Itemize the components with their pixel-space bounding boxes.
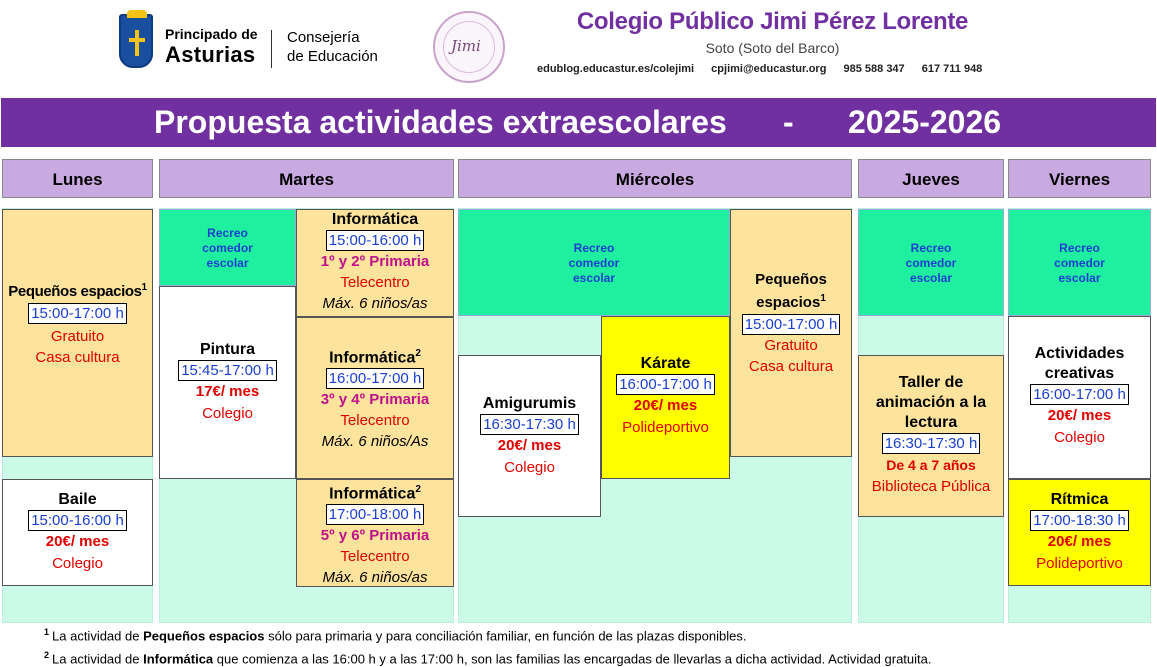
activity-informatica-3: Informática$^2$ 17:00-18:00 h 5º y 6º Primaria Telecentro Máx. 6 niños/as <box>296 479 454 587</box>
activity-price: Gratuito <box>50 328 105 345</box>
activity-price: Gratuito <box>764 337 818 354</box>
activity-pequenos-espacios-miercoles: Pequeños espacios$^1$ 15:00-17:00 h Gratuito Casa cultura <box>730 209 852 457</box>
footnote-1: $^1$ La actividad de Pequeños espacios sólo para primaria y para conciliación familiar, en función de las plazas disponibles. <box>44 627 747 644</box>
activity-amigurumis <box>458 355 601 517</box>
activity-time: 16:00-17:00 h <box>326 368 425 389</box>
activity-time: 16:30-17:30 h <box>882 433 981 454</box>
activity-price: 20€/ mes <box>497 437 562 454</box>
activity-place: Casa cultura <box>748 358 834 375</box>
title-banner <box>1 98 1156 147</box>
activity-price: 20€/ mes <box>1047 533 1112 550</box>
activity-informatica-1 <box>296 209 454 317</box>
activity-grade: 5º y 6º Primaria <box>320 527 430 545</box>
activity-price: 20€/ mes <box>633 397 698 414</box>
activity-max: Máx. 6 niños/as <box>322 569 428 587</box>
day-header-miercoles: Miércoles <box>458 159 852 198</box>
activity-title: Rítmica <box>1050 491 1109 508</box>
contact-line <box>537 63 996 75</box>
school-seal-logo <box>433 11 505 83</box>
email-address[interactable]: cpjimi@educastur.org <box>711 63 827 75</box>
recreo-comedor-miercoles: Recreo comedor escolar <box>458 209 730 316</box>
activity-place: Biblioteca Pública <box>871 478 991 495</box>
day-header-viernes: Viernes <box>1008 159 1151 198</box>
activity-time: 16:00-17:00 h <box>616 374 715 395</box>
activity-time: 15:00-17:00 h <box>742 314 841 335</box>
activity-ritmica <box>1008 479 1151 586</box>
activity-price: 20€/ mes <box>1047 407 1112 424</box>
activity-grade: 3º y 4º Primaria <box>320 391 430 409</box>
department-name: Consejería de Educación <box>287 29 378 65</box>
activity-title: Informática <box>331 211 419 228</box>
activity-time: 15:00-16:00 h <box>28 510 127 531</box>
activity-place: Colegio <box>1054 429 1105 446</box>
recreo-comedor-martes: Recreo comedor escolar <box>159 209 296 286</box>
activity-age: De 4 a 7 años <box>886 457 976 473</box>
activity-time: 16:00-17:00 h <box>1030 384 1129 405</box>
blog-url[interactable]: edublog.educastur.es/colejimi <box>537 63 695 75</box>
activity-place: Telecentro <box>340 548 410 566</box>
principado-logo <box>119 14 389 70</box>
activity-max: Máx. 6 niños/As <box>321 433 429 451</box>
activity-place: Colegio <box>504 459 555 476</box>
activity-place: Polideportivo <box>622 419 709 436</box>
seal-text: Jimi <box>451 37 481 55</box>
recreo-comedor-viernes: Recreo comedor escolar <box>1008 209 1151 316</box>
activity-place: Telecentro <box>340 274 410 291</box>
phone-2: 617 711 948 <box>921 63 983 75</box>
activity-title: Pintura <box>199 341 256 358</box>
activity-pequenos-espacios-lunes: Pequeños espacios$^1$ 15:00-17:00 h Gratuito Casa cultura <box>2 209 153 457</box>
activity-place: Telecentro <box>340 412 410 430</box>
activity-grade: 1º y 2º Primaria <box>320 253 430 270</box>
activity-karate <box>601 316 730 479</box>
banner-title: Propuesta actividades extraescolares <box>154 104 727 140</box>
recreo-comedor-jueves: Recreo comedor escolar <box>858 209 1004 316</box>
phone-1: 985 588 347 <box>843 63 905 75</box>
day-header-jueves: Jueves <box>858 159 1004 198</box>
activity-time: 16:30-17:30 h <box>480 414 579 435</box>
school-name: Colegio Público Jimi Pérez Lorente <box>576 8 969 35</box>
activity-time: 17:00-18:30 h <box>1030 510 1129 531</box>
org-name-line2: Asturias <box>165 42 256 67</box>
banner-year: 2025-2026 <box>848 104 1002 140</box>
activity-price: 20€/ mes <box>45 533 110 550</box>
org-name-line1: Principado de <box>165 26 258 42</box>
activity-baile <box>2 479 153 586</box>
activity-actividades-creativas: Actividades creativas 16:00-17:00 h 20€/ mes Colegio <box>1008 316 1151 479</box>
banner-dash: - <box>783 104 794 140</box>
activity-title: Baile <box>58 491 97 508</box>
activity-place: Colegio <box>52 555 103 572</box>
activity-price: 17€/ mes <box>195 383 260 400</box>
activity-time: 15:45-17:00 h <box>178 360 277 381</box>
activity-title: Kárate <box>640 355 691 372</box>
activity-pintura <box>159 286 296 479</box>
activity-time: 15:00-17:00 h <box>28 303 127 324</box>
activity-title: Amigurumis <box>482 395 577 412</box>
day-header-lunes: Lunes <box>2 159 153 198</box>
activity-place: Colegio <box>202 405 253 422</box>
activity-place: Polideportivo <box>1036 555 1123 572</box>
activity-place: Casa cultura <box>35 349 120 366</box>
activity-time: 17:00-18:00 h <box>326 504 425 525</box>
school-location: Soto (Soto del Barco) <box>705 40 840 56</box>
activity-taller-lectura: Taller de animación a la lectura 16:30-17:30 h De 4 a 7 años Biblioteca Pública <box>858 355 1004 517</box>
activity-time: 15:00-16:00 h <box>326 230 425 251</box>
day-header-martes: Martes <box>159 159 454 198</box>
activity-informatica-2: Informática$^2$ 16:00-17:00 h 3º y 4º Primaria Telecentro Máx. 6 niños/As <box>296 317 454 479</box>
school-heading <box>540 8 1005 56</box>
asturias-shield-icon <box>119 14 153 68</box>
org-separator <box>271 30 272 68</box>
activity-max: Máx. 6 niños/as <box>322 295 428 312</box>
footnote-2: $^2$ La actividad de Informática que comienza a las 16:00 h y a las 17:00 h, son las familias las encargadas de llevarlas a dicha actividad. Actividad gratuita. <box>44 650 932 667</box>
